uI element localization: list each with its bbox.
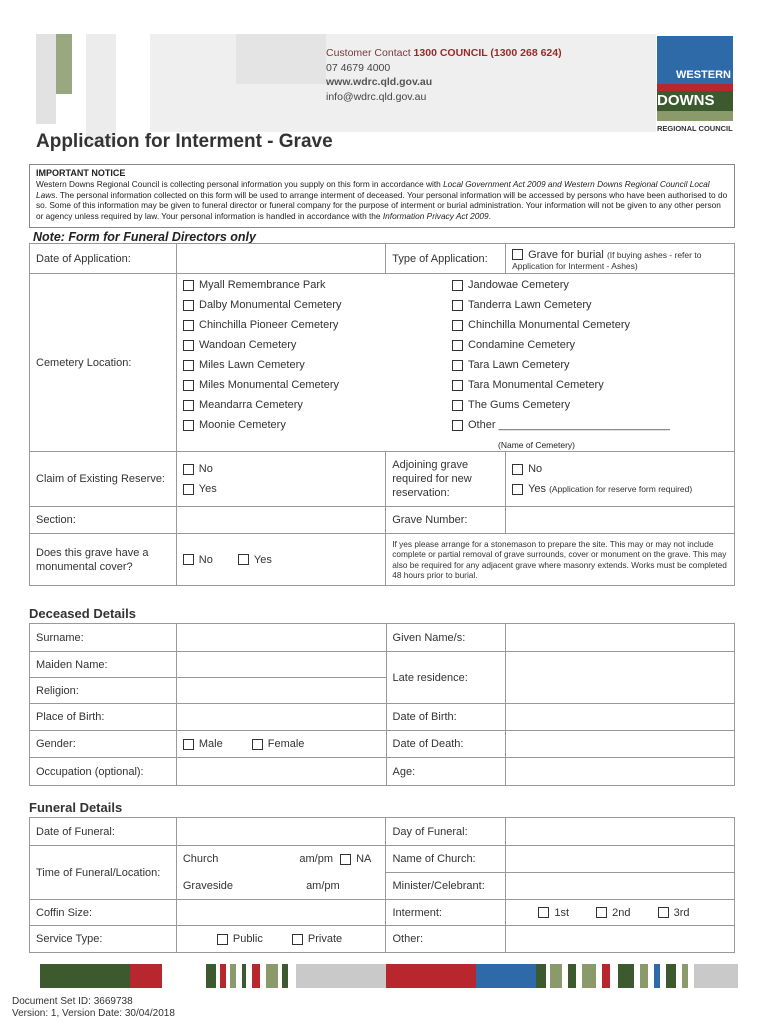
maiden-name-label: Maiden Name: xyxy=(30,652,177,678)
interment-1st-checkbox[interactable] xyxy=(538,907,549,918)
adjoining-yes-checkbox[interactable] xyxy=(512,484,523,495)
header-decoration xyxy=(36,34,56,124)
header-decoration xyxy=(56,34,72,94)
place-of-birth-field[interactable] xyxy=(176,704,386,731)
interment-label: Interment: xyxy=(386,900,506,926)
grave-number-label: Grave Number: xyxy=(386,507,506,534)
maiden-name-field[interactable] xyxy=(176,652,386,678)
religion-field[interactable] xyxy=(176,678,386,704)
website: www.wdrc.qld.gov.au xyxy=(326,76,433,88)
document-id xyxy=(12,996,175,1020)
reserve-yes-label: Yes xyxy=(198,483,217,495)
funeral-table xyxy=(29,817,735,953)
cemetery-option[interactable] xyxy=(452,375,670,395)
cemetery-checkbox[interactable] xyxy=(452,420,463,431)
notice-text xyxy=(36,179,728,222)
cemetery-option-label: Tara Monumental Cemetery xyxy=(468,379,604,391)
cemetery-option[interactable] xyxy=(452,415,670,435)
cemetery-checkbox[interactable] xyxy=(452,360,463,371)
version-info: Version: 1, Version Date: 30/04/2018 xyxy=(12,1008,175,1019)
graveside-ampm: am/pm xyxy=(306,879,340,892)
notice-text-d: Information Privacy Act 2009 xyxy=(382,211,489,222)
adjoining-yes-label: Yes xyxy=(528,483,547,495)
cemetery-option[interactable] xyxy=(452,315,670,335)
male-checkbox[interactable] xyxy=(183,739,194,750)
cemetery-checkbox[interactable] xyxy=(452,320,463,331)
surname-label: Surname: xyxy=(30,624,177,652)
gender-field xyxy=(176,731,386,758)
cemetery-list-left xyxy=(183,275,341,435)
adjoining-no-checkbox[interactable] xyxy=(512,464,523,475)
monument-field xyxy=(176,534,385,586)
private-label: Private xyxy=(307,933,343,945)
female-checkbox[interactable] xyxy=(252,739,263,750)
cemetery-option-label: Wandoan Cemetery xyxy=(199,339,297,351)
funeral-details-title: Funeral Details xyxy=(29,800,123,815)
section-field[interactable] xyxy=(176,507,385,534)
cemetery-option-label: Condamine Cemetery xyxy=(468,339,575,351)
adjoining-no-label: No xyxy=(528,463,543,475)
contact-info xyxy=(326,46,562,104)
adjoining-grave-label: Adjoining grave required for new reservation: xyxy=(386,452,506,507)
minister-field[interactable] xyxy=(506,873,735,900)
cemetery-checkbox[interactable] xyxy=(183,320,194,331)
interment-1st-label: 1st xyxy=(554,906,570,919)
date-of-death-label: Date of Death: xyxy=(386,731,506,758)
cemetery-option-label: Tara Lawn Cemetery xyxy=(468,359,570,371)
cemetery-checkbox[interactable] xyxy=(183,420,194,431)
logo-western: WESTERN xyxy=(657,66,733,84)
cemetery-option[interactable] xyxy=(183,415,341,435)
cemetery-option-label: Meandarra Cemetery xyxy=(199,399,303,411)
grave-burial-checkbox[interactable] xyxy=(512,249,523,260)
late-residence-label: Late residence: xyxy=(386,652,506,704)
interment-2nd-checkbox[interactable] xyxy=(596,907,607,918)
contact-number: 1300 COUNCIL (1300 268 624) xyxy=(413,47,562,59)
section-label: Section: xyxy=(30,507,177,534)
gender-label: Gender: xyxy=(30,731,177,758)
given-names-field[interactable] xyxy=(506,624,735,652)
cemetery-option-label: Moonie Cemetery xyxy=(199,419,286,431)
cemetery-option[interactable] xyxy=(183,355,341,375)
age-label: Age: xyxy=(386,758,506,786)
graveside-time-field[interactable] xyxy=(176,873,386,900)
place-of-birth-label: Place of Birth: xyxy=(30,704,177,731)
grave-number-field[interactable] xyxy=(506,507,735,534)
header-decoration xyxy=(86,34,116,144)
logo-regional-council: REGIONAL COUNCIL xyxy=(657,124,733,133)
reserve-no-label: No xyxy=(198,463,213,475)
minister-label: Minister/Celebrant: xyxy=(386,873,506,900)
other-label: Other: xyxy=(386,926,506,953)
cemetery-option[interactable] xyxy=(183,395,341,415)
interment-field xyxy=(506,900,735,926)
cemetery-option-label: Miles Monumental Cemetery xyxy=(199,379,339,391)
cemetery-checkbox[interactable] xyxy=(452,380,463,391)
name-of-church-label: Name of Church: xyxy=(386,846,506,873)
coffin-size-field[interactable] xyxy=(176,900,386,926)
phone: 07 4679 4000 xyxy=(326,61,391,74)
notice-text-a: Western Downs Regional Council is collecting personal information you supply on this form in accordance with xyxy=(36,178,444,189)
cemetery-option-label: Other ____________________________ xyxy=(468,419,670,431)
cemetery-checkbox[interactable] xyxy=(183,400,194,411)
cemetery-option-label: Miles Lawn Cemetery xyxy=(199,359,305,371)
deceased-details-title: Deceased Details xyxy=(29,606,136,621)
logo-downs: DOWNS xyxy=(657,91,733,111)
cemetery-checkbox[interactable] xyxy=(183,360,194,371)
cemetery-option-label: Chinchilla Monumental Cemetery xyxy=(468,319,631,331)
public-label: Public xyxy=(232,933,263,945)
cemetery-option-label: Myall Remembrance Park xyxy=(199,279,326,291)
document-set-id: Document Set ID: 3669738 xyxy=(12,996,133,1007)
grave-burial-label: Grave for burial xyxy=(528,248,604,261)
footer-bar-green xyxy=(40,964,130,988)
cemetery-checkbox[interactable] xyxy=(452,340,463,351)
cemetery-option-label: The Gums Cemetery xyxy=(468,399,571,411)
contact-label: Customer Contact xyxy=(326,47,414,59)
cemetery-option[interactable] xyxy=(452,355,670,375)
cemetery-option[interactable] xyxy=(452,275,670,295)
date-of-birth-field[interactable] xyxy=(506,704,735,731)
footer-bar-red xyxy=(130,964,162,988)
type-of-application-label: Type of Application: xyxy=(386,244,506,274)
cemetery-location-label: Cemetery Location: xyxy=(30,274,177,452)
graveside-label: Graveside xyxy=(182,879,233,892)
interment-3rd-checkbox[interactable] xyxy=(658,907,669,918)
monument-no-checkbox[interactable] xyxy=(183,554,194,565)
other-field[interactable] xyxy=(506,926,735,953)
cemetery-option[interactable] xyxy=(452,295,670,315)
notice-title: IMPORTANT NOTICE xyxy=(36,168,126,178)
adjoining-yes-note: (Application for reserve form required) xyxy=(549,484,693,494)
date-of-death-field[interactable] xyxy=(506,731,735,758)
cemetery-checkbox[interactable] xyxy=(183,340,194,351)
important-notice xyxy=(29,164,735,228)
page-title: Application for Interment - Grave xyxy=(36,131,333,152)
religion-label: Religion: xyxy=(30,678,177,704)
interment-2nd-label: 2nd xyxy=(612,906,631,919)
given-names-label: Given Name/s: xyxy=(386,624,506,652)
cemetery-option-label: Tanderra Lawn Cemetery xyxy=(468,299,592,311)
na-label: NA xyxy=(356,853,372,866)
name-of-church-field[interactable] xyxy=(506,846,735,873)
private-checkbox[interactable] xyxy=(292,934,303,945)
notice-text-e: . xyxy=(488,211,491,222)
late-residence-field[interactable] xyxy=(506,652,735,704)
day-of-funeral-field[interactable] xyxy=(506,818,735,846)
service-type-field xyxy=(176,926,386,953)
cemetery-checkbox[interactable] xyxy=(183,300,194,311)
header-decoration xyxy=(236,34,326,84)
monument-yes-checkbox[interactable] xyxy=(238,554,249,565)
cemetery-list-right xyxy=(452,275,670,435)
cemetery-option[interactable] xyxy=(452,335,670,355)
date-of-funeral-field[interactable] xyxy=(176,818,386,846)
name-of-cemetery-note: (Name of Cemetery) xyxy=(498,440,575,450)
church-label: Church xyxy=(182,853,219,866)
day-of-funeral-label: Day of Funeral: xyxy=(386,818,506,846)
church-time-field[interactable] xyxy=(176,846,386,873)
cemetery-option-label: Dalby Monumental Cemetery xyxy=(199,299,342,311)
footer-stripes xyxy=(206,964,738,988)
coffin-size-label: Coffin Size: xyxy=(30,900,177,926)
occupation-label: Occupation (optional): xyxy=(30,758,177,786)
reserve-no-checkbox[interactable] xyxy=(183,464,194,475)
funeral-directors-note: Note: Form for Funeral Directors only xyxy=(33,230,256,244)
church-ampm: am/pm xyxy=(299,853,334,866)
cemetery-option[interactable] xyxy=(183,275,341,295)
cemetery-checkbox[interactable] xyxy=(183,280,194,291)
public-checkbox[interactable] xyxy=(217,934,228,945)
notice-text-c: . The personal information collected on this form will be used to arrange interment of deceased. Your personal information will be accessed by persons who have been authorised to do so. Some of this information may be given to funeral director or funeral company for the purpose of interment or burial administration. Your information will not be given to any other person or agency unless required by law. Your personal information is handled in accordance with the xyxy=(36,189,728,222)
grave-note-2: Application for Interment - Ashes) xyxy=(512,260,638,271)
date-of-application-field[interactable] xyxy=(176,244,385,274)
cemetery-option[interactable] xyxy=(452,395,670,415)
cemetery-option[interactable] xyxy=(183,315,341,335)
cemetery-option[interactable] xyxy=(183,335,341,355)
monument-note: If yes please arrange for a stonemason to prepare the site. This may or may not include complete or partial removal of grave surrounds, cover or monument on the grave. This may also be required for any adjacent grave where masonry extends. Works must be completed 48 hours prior to burial. xyxy=(386,534,735,586)
surname-field[interactable] xyxy=(176,624,386,652)
age-field[interactable] xyxy=(506,758,735,786)
reserve-yes-checkbox[interactable] xyxy=(183,484,194,495)
existing-reserve-label: Claim of Existing Reserve: xyxy=(30,452,177,507)
adjoining-grave-field xyxy=(506,452,735,507)
existing-reserve-field xyxy=(176,452,385,507)
date-of-funeral-label: Date of Funeral: xyxy=(30,818,177,846)
cemetery-option[interactable] xyxy=(183,375,341,395)
cemetery-checkbox[interactable] xyxy=(452,400,463,411)
service-type-label: Service Type: xyxy=(30,926,177,953)
monument-no-label: No xyxy=(198,553,213,566)
male-label: Male xyxy=(198,738,223,750)
monument-yes-label: Yes xyxy=(253,553,272,566)
na-checkbox[interactable] xyxy=(340,854,351,865)
type-of-application-field xyxy=(506,244,735,274)
grave-note: (If buying ashes - refer to xyxy=(606,249,702,260)
time-location-label: Time of Funeral/Location: xyxy=(30,846,177,900)
cemetery-checkbox[interactable] xyxy=(452,300,463,311)
cemetery-option-label: Jandowae Cemetery xyxy=(468,279,569,291)
council-logo xyxy=(657,36,733,136)
notice-text-b: Local Government Act 2009 and Western Downs Regional Council Local Laws xyxy=(36,178,710,200)
email: info@wdrc.qld.gov.au xyxy=(326,90,427,103)
date-of-application-label: Date of Application: xyxy=(30,244,177,274)
female-label: Female xyxy=(267,738,305,750)
cemetery-option-label: Chinchilla Pioneer Cemetery xyxy=(199,319,339,331)
monument-label: Does this grave have a monumental cover? xyxy=(30,534,177,586)
interment-3rd-label: 3rd xyxy=(673,906,690,919)
deceased-table xyxy=(29,623,735,786)
date-of-birth-label: Date of Birth: xyxy=(386,704,506,731)
cemetery-option[interactable] xyxy=(183,295,341,315)
cemetery-checkbox[interactable] xyxy=(183,380,194,391)
cemetery-checkbox[interactable] xyxy=(452,280,463,291)
occupation-field[interactable] xyxy=(176,758,386,786)
